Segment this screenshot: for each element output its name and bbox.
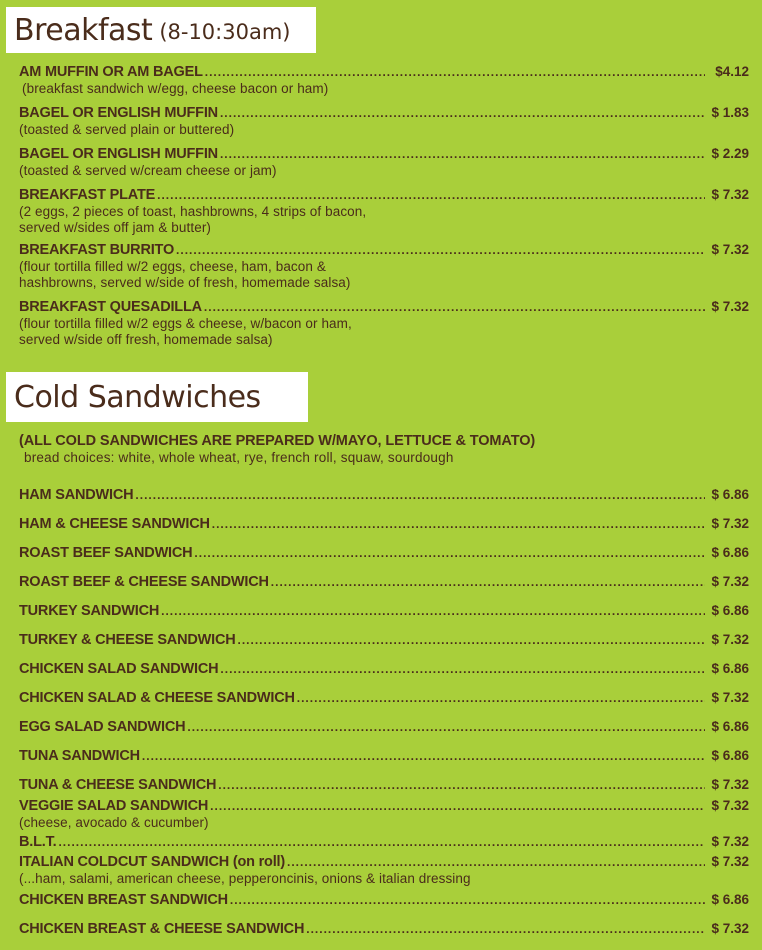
menu-item	[19, 241, 749, 291]
item-name: BREAKFAST QUESADILLA	[19, 299, 202, 315]
item-name: BAGEL OR ENGLISH MUFFIN	[19, 146, 218, 162]
leader-dots	[157, 187, 705, 204]
leader-dots	[271, 574, 705, 591]
item-description: (breakfast sandwich w/egg, cheese bacon or ham)	[22, 81, 329, 96]
item-name: TUNA & CHEESE SANDWICH	[19, 777, 217, 793]
breakfast-title: Breakfast	[14, 12, 153, 48]
leader-dots	[230, 892, 705, 909]
leader-dots	[220, 146, 705, 163]
item-price: $ 7.32	[711, 299, 749, 314]
item-price: $ 7.32	[711, 632, 749, 647]
menu-item	[19, 631, 749, 649]
item-name: CHICKEN SALAD & CHEESE SANDWICH	[19, 690, 295, 706]
item-price: $ 7.32	[711, 921, 749, 936]
item-name: TURKEY SANDWICH	[19, 603, 160, 619]
item-description: (flour tortilla filled w/2 eggs & cheese, w/bacon or ham, served w/side off fresh, homemade salsa)	[19, 316, 352, 347]
menu-item	[19, 544, 749, 562]
item-price: $ 7.32	[711, 690, 749, 705]
leader-dots	[220, 661, 705, 678]
breakfast-hours: (8-10:30am)	[159, 20, 291, 44]
item-price: $ 2.29	[711, 146, 749, 161]
item-description: (2 eggs, 2 pieces of toast, hashbrowns, 4 strips of bacon, served w/sides off jam & butter)	[19, 204, 367, 235]
leader-dots	[212, 516, 705, 533]
menu-item	[19, 298, 749, 348]
leader-dots	[210, 798, 705, 815]
breakfast-header	[6, 7, 316, 53]
sandwich-note	[19, 433, 749, 466]
leader-dots	[306, 921, 705, 938]
item-description: (toasted & served plain or buttered)	[19, 122, 235, 137]
item-name: CHICKEN BREAST SANDWICH	[19, 892, 228, 908]
item-price: $ 7.32	[711, 854, 749, 869]
item-description: (cheese, avocado & cucumber)	[19, 815, 209, 830]
item-name: AM MUFFIN OR AM BAGEL	[19, 64, 203, 80]
leader-dots	[176, 242, 705, 259]
cold-sandwiches-title: Cold Sandwiches	[14, 379, 261, 415]
sandwich-preparation-note: (ALL COLD SANDWICHES ARE PREPARED W/MAYO, LETTUCE & TOMATO)	[19, 433, 536, 449]
leader-dots	[187, 719, 705, 736]
item-name: TURKEY & CHEESE SANDWICH	[19, 632, 236, 648]
item-price: $ 7.32	[711, 574, 749, 589]
item-price: $ 7.32	[711, 187, 749, 202]
item-price: $ 7.32	[711, 834, 749, 849]
menu-item	[19, 718, 749, 736]
item-name: B.L.T.	[19, 834, 57, 850]
item-price: $ 6.86	[711, 719, 749, 734]
menu-item	[19, 104, 749, 138]
item-name: BREAKFAST PLATE	[19, 187, 156, 203]
item-name: HAM & CHEESE SANDWICH	[19, 516, 210, 532]
menu-item	[19, 573, 749, 591]
menu-item	[19, 689, 749, 707]
item-name: CHICKEN BREAST & CHEESE SANDWICH	[19, 921, 305, 937]
item-name: TUNA SANDWICH	[19, 748, 140, 764]
menu-item	[19, 602, 749, 620]
menu-item	[19, 776, 749, 794]
leader-dots	[237, 632, 705, 649]
item-name: VEGGIE SALAD SANDWICH	[19, 798, 209, 814]
item-price: $ 7.32	[711, 798, 749, 813]
leader-dots	[194, 545, 705, 562]
item-name: CHICKEN SALAD SANDWICH	[19, 661, 219, 677]
item-price: $ 6.86	[711, 545, 749, 560]
item-price: $ 7.32	[711, 516, 749, 531]
item-name: ITALIAN COLDCUT SANDWICH (on roll)	[19, 854, 285, 870]
item-description: (...ham, salami, american cheese, pepperoncinis, onions & italian dressing	[19, 871, 471, 886]
item-price: $ 6.86	[711, 487, 749, 502]
item-description: (toasted & served w/cream cheese or jam)	[19, 163, 277, 178]
bread-choices: bread choices: white, whole wheat, rye, french roll, squaw, sourdough	[24, 450, 454, 465]
item-name: BREAKFAST BURRITO	[19, 242, 175, 258]
item-name: EGG SALAD SANDWICH	[19, 719, 186, 735]
item-price: $ 6.86	[711, 603, 749, 618]
item-price: $ 1.83	[711, 105, 749, 120]
menu-item	[19, 63, 749, 97]
menu-item	[19, 833, 749, 851]
leader-dots	[204, 299, 705, 316]
leader-dots	[287, 854, 705, 871]
menu-item	[19, 145, 749, 179]
leader-dots	[297, 690, 705, 707]
leader-dots	[58, 834, 705, 851]
menu-item	[19, 747, 749, 765]
item-price: $ 7.32	[711, 242, 749, 257]
leader-dots	[142, 748, 705, 765]
menu-item	[19, 486, 749, 504]
cold-sandwiches-header	[6, 372, 308, 422]
item-price: $ 6.86	[711, 892, 749, 907]
menu-item	[19, 515, 749, 533]
menu-item	[19, 853, 749, 887]
item-name: ROAST BEEF & CHEESE SANDWICH	[19, 574, 269, 590]
leader-dots	[220, 105, 705, 122]
item-price: $4.12	[715, 64, 749, 79]
leader-dots	[218, 777, 705, 794]
item-name: HAM SANDWICH	[19, 487, 134, 503]
leader-dots	[161, 603, 705, 620]
leader-dots	[205, 64, 705, 81]
item-name: BAGEL OR ENGLISH MUFFIN	[19, 105, 218, 121]
menu-item	[19, 186, 749, 236]
menu-item	[19, 891, 749, 909]
menu-item	[19, 660, 749, 678]
menu-item	[19, 920, 749, 938]
item-name: ROAST BEEF SANDWICH	[19, 545, 193, 561]
item-price: $ 6.86	[711, 661, 749, 676]
item-description: (flour tortilla filled w/2 eggs, cheese, ham, bacon & hashbrowns, served w/side of fresh, homemade salsa)	[19, 259, 351, 290]
menu-item	[19, 797, 749, 831]
item-price: $ 6.86	[711, 748, 749, 763]
item-price: $ 7.32	[711, 777, 749, 792]
leader-dots	[135, 487, 705, 504]
